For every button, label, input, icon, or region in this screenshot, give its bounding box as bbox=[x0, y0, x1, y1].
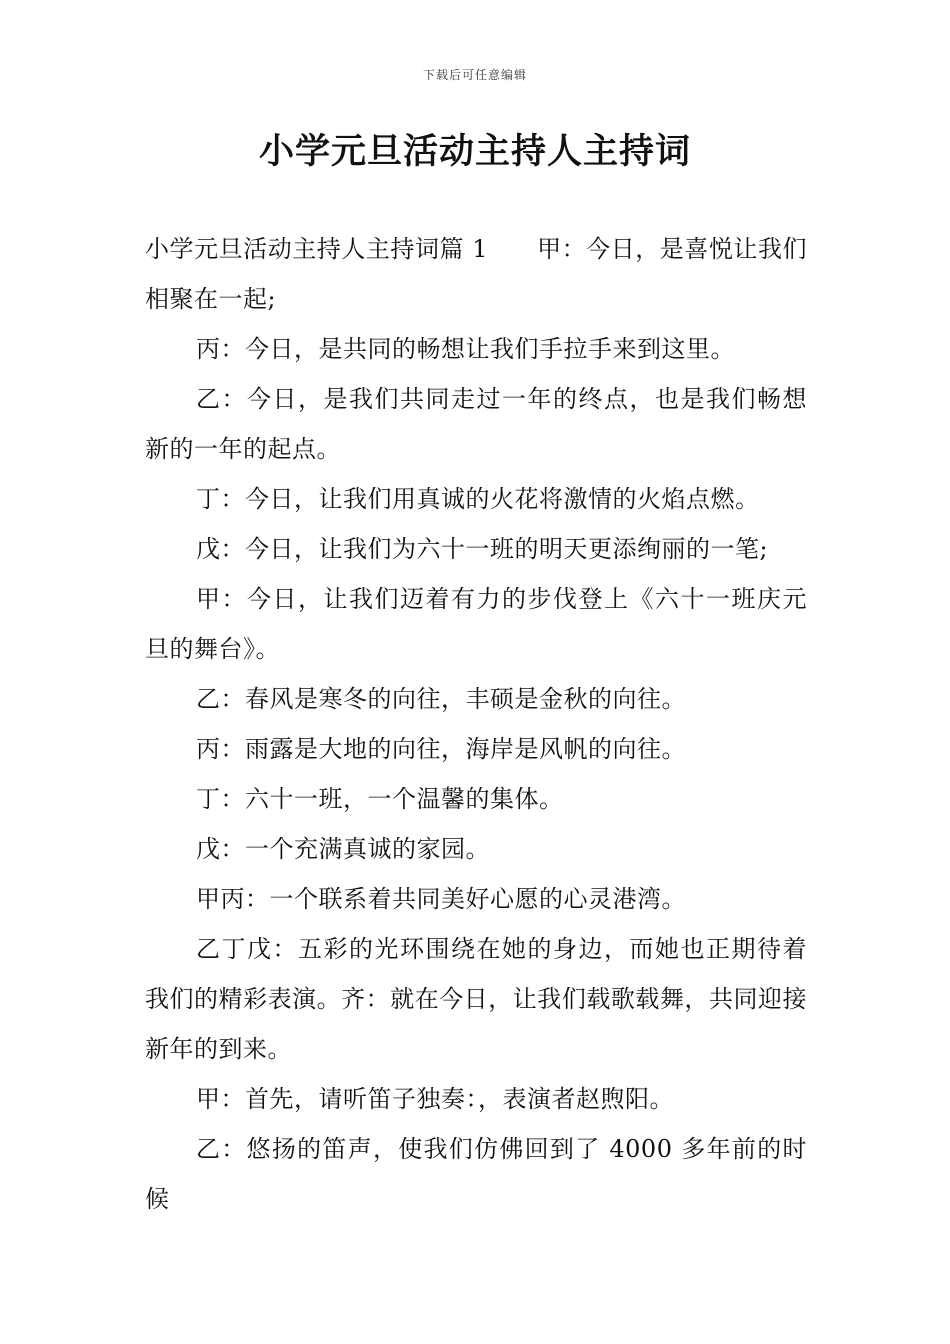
paragraph: 甲丙：一个联系着共同美好心愿的心灵港湾。 bbox=[196, 885, 686, 913]
paragraph: 小学元旦活动主持人主持词篇 1 甲：今日，是喜悦让我们相聚在一起; bbox=[145, 235, 807, 313]
paragraph: 丁：六十一班，一个温馨的集体。 bbox=[196, 785, 564, 813]
paragraph: 戊：一个充满真诚的家园。 bbox=[196, 835, 490, 863]
paragraph: 丙：雨露是大地的向往，海岸是风帆的向往。 bbox=[196, 735, 686, 763]
paragraph: 甲：今日，让我们迈着有力的步伐登上《六十一班庆元旦的舞台》。 bbox=[145, 585, 807, 663]
paragraph: 丙：今日，是共同的畅想让我们手拉手来到这里。 bbox=[196, 335, 735, 363]
header-note: 下载后可任意编辑 bbox=[422, 68, 527, 82]
paragraph: 乙：今日，是我们共同走过一年的终点，也是我们畅想新的一年的起点。 bbox=[145, 385, 807, 463]
paragraph: 丁：今日，让我们用真诚的火花将激情的火焰点燃。 bbox=[196, 485, 760, 513]
paragraph: 乙：悠扬的笛声，使我们仿佛回到了 4000 多年前的时候 bbox=[145, 1135, 807, 1213]
paragraph: 乙丁戊：五彩的光环围绕在她的身边，而她也正期待着我们的精彩表演。齐：就在今日，让我们载歌载舞，共同迎接新年的到来。 bbox=[145, 935, 807, 1063]
document-body bbox=[145, 224, 807, 1224]
paragraph: 乙：春风是寒冬的向往，丰硕是金秋的向往。 bbox=[196, 685, 686, 713]
paragraph: 戊：今日，让我们为六十一班的明天更添绚丽的一笔; bbox=[196, 535, 769, 563]
paragraph: 甲：首先，请听笛子独奏：，表演者赵煦阳。 bbox=[196, 1085, 674, 1113]
document-title: 小学元旦活动主持人主持词 bbox=[258, 131, 691, 172]
